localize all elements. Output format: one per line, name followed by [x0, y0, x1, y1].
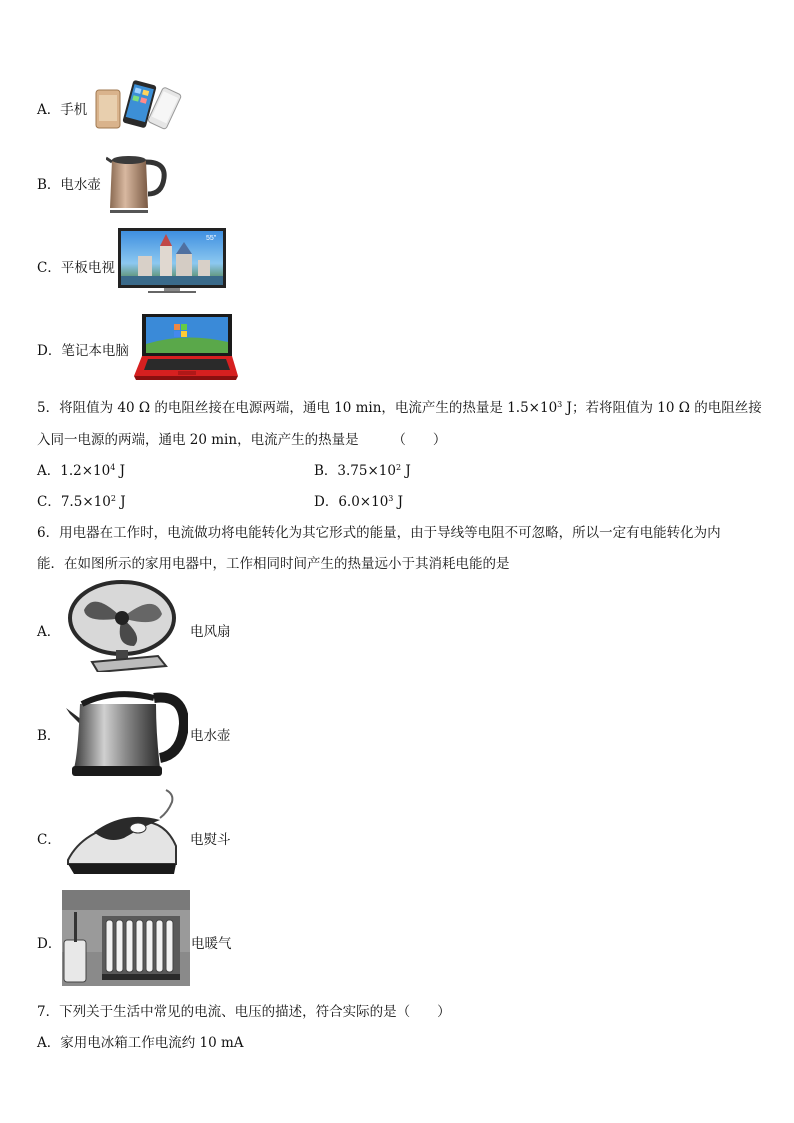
tv-size-badge: 55" [206, 235, 217, 242]
kettle-image [106, 148, 170, 214]
q6-option-d-label: 电暖气 [191, 936, 232, 952]
option-letter: D． [37, 343, 62, 359]
q7-option-a: A．家用电冰箱工作电流约 10 mA [37, 1035, 244, 1051]
q6-option-c-label: 电熨斗 [190, 832, 231, 848]
option-label: 电水壶 [60, 177, 101, 193]
q6-option-c-letter: C． [37, 832, 61, 848]
q5-stem-line2: 入同一电源的两端，通电 20 min，电流产生的热量是 （ ） [37, 432, 447, 448]
q5-option-d: D．$6.0\times 10^3$ J [314, 494, 404, 510]
phones-image [94, 80, 182, 132]
electric-heater-image [62, 890, 190, 986]
flat-tv-image [118, 228, 226, 296]
q4-option-d [37, 339, 129, 359]
q6-stem-line1: 6．用电器在工作时，电流做功将电能转化为其它形式的能量，由于导线等电阻不可忽略，所以一定有电能转化为内 [37, 525, 721, 541]
q4-option-c [37, 256, 115, 276]
q6-option-d-letter: D． [37, 936, 62, 952]
q6-option-b-letter: B． [37, 728, 61, 744]
q5-option-c: C．$7.5\times 10^2$ J [37, 494, 126, 510]
option-label: 手机 [60, 102, 88, 118]
option-label: 平板电视 [60, 260, 115, 276]
electric-fan-image [64, 580, 188, 672]
electric-iron-image [64, 788, 188, 880]
q5-option-a: A．$1.2\times 10^4$ J [37, 463, 126, 479]
q7-stem: 7．下列关于生活中常见的电流、电压的描述，符合实际的是（ ） [37, 1004, 451, 1020]
q6-option-a-label: 电风扇 [190, 624, 231, 640]
q6-stem-line2: 能．在如图所示的家用电器中，工作相同时间产生的热量远小于其消耗电能的是 [37, 556, 510, 572]
q6-option-a-letter: A． [37, 624, 61, 640]
q5-option-b: B．$3.75\times 10^2$ J [314, 463, 411, 479]
option-label: 笔记本电脑 [61, 343, 129, 359]
q4-option-b [37, 173, 101, 193]
option-letter: B． [37, 177, 61, 193]
option-letter: A． [37, 102, 61, 118]
option-letter: C． [37, 260, 61, 276]
electric-kettle-image [64, 684, 188, 778]
q6-option-b-label: 电水壶 [190, 728, 231, 744]
laptop-image [134, 310, 238, 382]
q4-option-a [37, 98, 87, 118]
q5-stem-line1: 5．将阻值为 40 Ω 的电阻丝接在电源两端，通电 10 min，电流产生的热量是 $1.5\times 10^3$ J；若将阻值为 10 Ω 的电阻丝接 [37, 400, 762, 416]
